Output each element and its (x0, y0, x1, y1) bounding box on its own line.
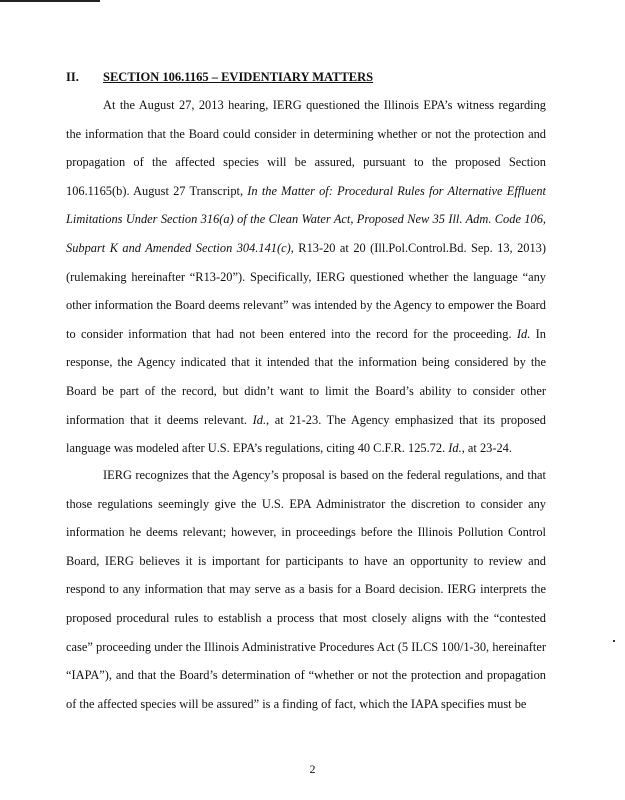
paragraph-text: At the August 27, 2013 hearing, IERG questioned the Illinois EPA’s witness regarding the information that the Board could consider in determining whether or not the protection and propagation of the affected species will be assured, pursuant to the proposed Section 106.1165(b). August 27 Transcript, (66, 98, 546, 198)
paragraph-text: , at 21-23. The Agency emphasized that its proposed language was modeled after U.S. EPA’s regulations, citing 40 C.F.R. 125.72. (66, 412, 546, 456)
paragraph-hearing-questions (66, 91, 546, 463)
paragraph-text: In response, the Agency indicated that it intended that the information being considered by the Board be part of the record, but didn’t want to limit the Board’s ability to consider other information that it deems relevant. (66, 326, 546, 427)
margin-speck (613, 640, 615, 642)
id-citation: Id. (448, 441, 462, 456)
id-citation: Id. (516, 326, 531, 341)
section-heading (66, 70, 373, 85)
paragraph-ierg-position (66, 461, 546, 718)
page-number: 2 (309, 762, 316, 776)
case-title: In the Matter of: Procedural Rules for Alternative Effluent Limitations Under Section 316(a) of the Clean Water Act, Proposed New 35 Ill. Adm. Code 106, Subpart K and Amended Section 304.141(c) (66, 183, 546, 255)
section-title: SECTION 106.1165 – EVIDENTIARY MATTERS (103, 70, 374, 84)
paragraph-text: , at 23-24. (461, 441, 512, 456)
paragraph-text: IERG recognizes that the Agency’s proposal is based on the federal regulations, and that those regulations seemingly give the U.S. EPA Administrator the discretion to consider any information he deems relevant; however, in proceedings before the Illinois Pollution Control Board, IERG believes it is important for participants to have an opportunity to review and respond to any information that may serve as a basis for a Board decision. IERG interprets the proposed procedural rules to establish a process that most closely aligns with the “contested case” proceeding under the Illinois Administrative Procedures Act (5 ILCS 100/1-30, hereinafter “IAPA”), and that the Board’s determination of “whether or not the protection and propagation of the affected species will be assured” is a finding of fact, which the IAPA specifies must be (66, 468, 546, 711)
section-number: II. (66, 70, 79, 84)
top-edge-rule (0, 0, 100, 2)
id-citation: Id. (252, 412, 267, 427)
paragraph-text: , R13-20 at 20 (Ill.Pol.Control.Bd. Sep. 13, 2013) (rulemaking hereinafter “R13-20”). Specifically, IERG questioned whether the language “any other information the Board deems relevant” was intended by the Agency to empower the Board to consider information that had not been entered into the record for the proceeding. (66, 240, 546, 341)
